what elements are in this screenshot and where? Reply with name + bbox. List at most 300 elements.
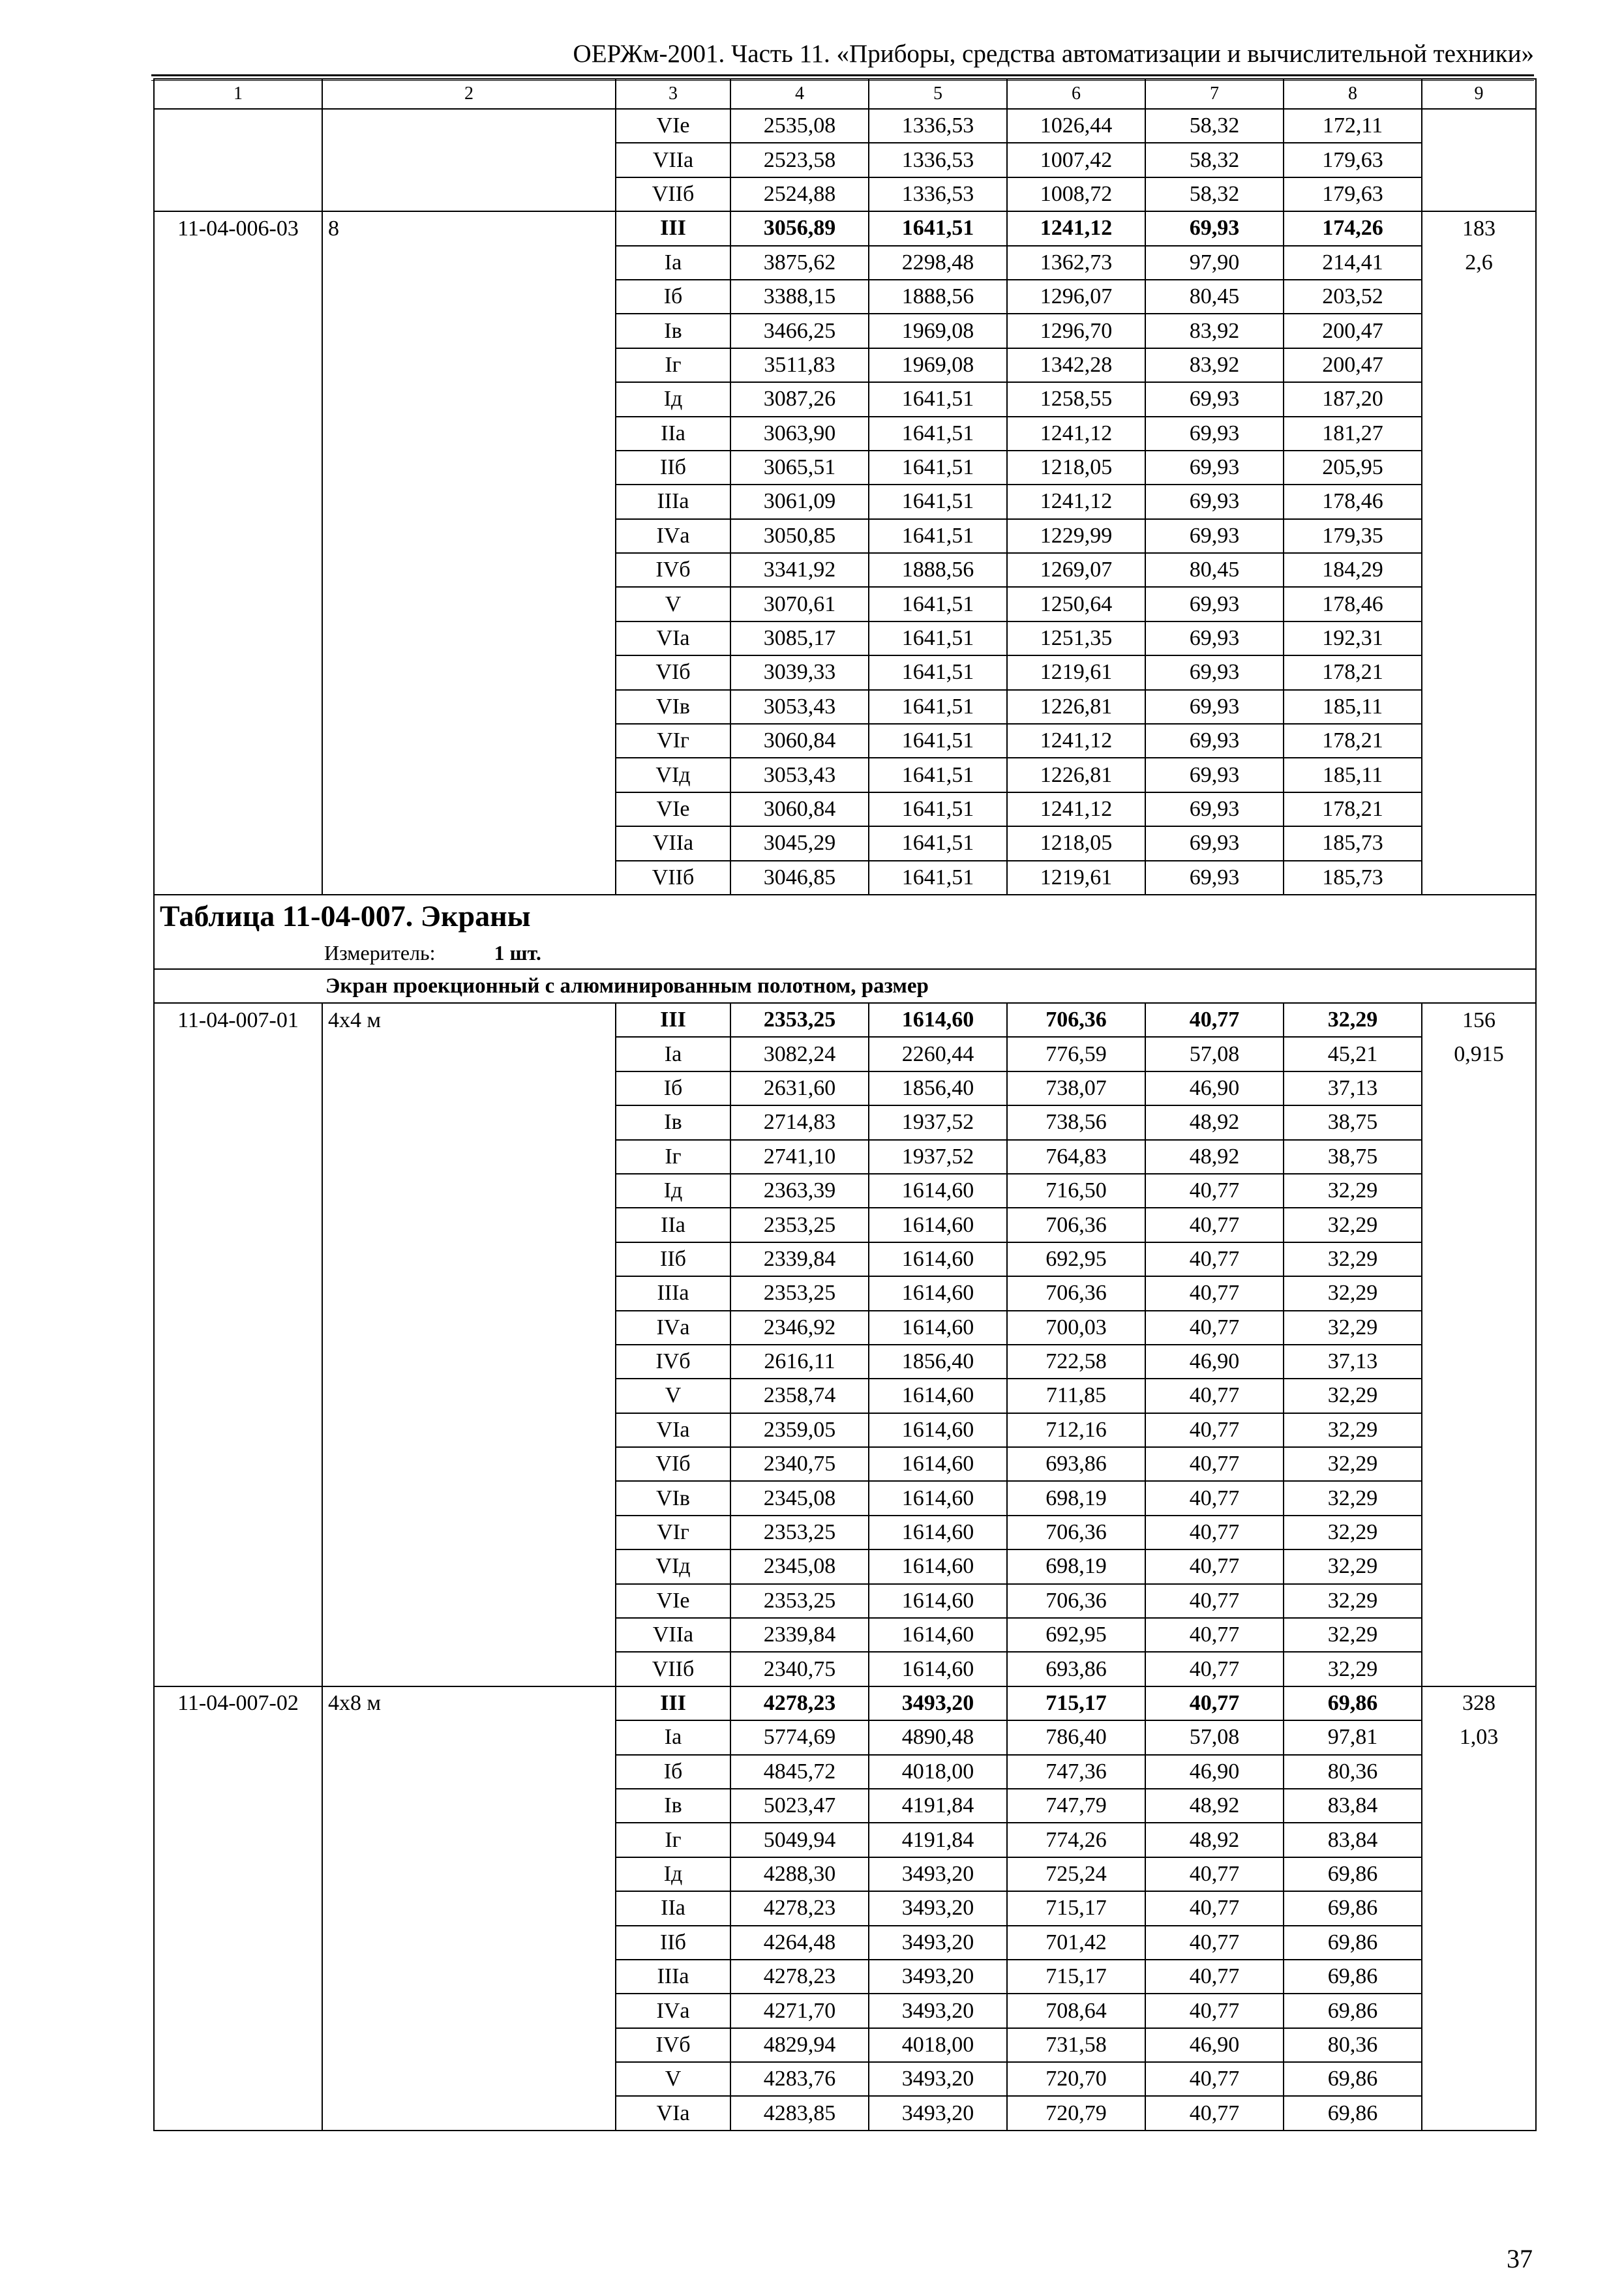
labor-cell	[1422, 314, 1536, 348]
rate-code	[154, 1652, 322, 1686]
labor-cell	[1422, 1071, 1536, 1105]
materials-cell: 32,29	[1284, 1516, 1422, 1549]
machines-cell: 1241,12	[1007, 417, 1145, 451]
total-cost-cell: 3466,25	[730, 314, 869, 348]
total-cost-cell: 2340,75	[730, 1652, 869, 1686]
zone-cell: VIе	[616, 109, 730, 143]
drivers-wages-cell: 69,93	[1145, 792, 1284, 826]
materials-cell: 174,26	[1284, 211, 1422, 245]
table-row	[154, 1447, 1536, 1481]
rate-code	[154, 1755, 322, 1789]
machines-cell: 1007,42	[1007, 143, 1145, 177]
size-cell	[322, 758, 616, 792]
size-cell	[322, 1174, 616, 1208]
wages-cell: 1937,52	[869, 1105, 1007, 1139]
labor-cell	[1422, 177, 1536, 211]
page-header	[151, 38, 1534, 76]
table-row	[154, 587, 1536, 621]
size-cell	[322, 1071, 616, 1105]
materials-cell: 185,73	[1284, 826, 1422, 860]
drivers-wages-cell: 69,93	[1145, 724, 1284, 758]
wages-cell: 1856,40	[869, 1345, 1007, 1379]
total-cost-cell: 3875,62	[730, 246, 869, 280]
rate-code	[154, 587, 322, 621]
labor-cell	[1422, 1960, 1536, 1994]
total-cost-cell: 2345,08	[730, 1481, 869, 1515]
rate-code	[154, 143, 322, 177]
labor-cell	[1422, 792, 1536, 826]
drivers-wages-cell: 40,77	[1145, 1311, 1284, 1345]
zone-cell: Iд	[616, 1857, 730, 1891]
drivers-wages-cell: 40,77	[1145, 1516, 1284, 1549]
total-cost-cell: 5774,69	[730, 1720, 869, 1754]
zone-cell: IVб	[616, 2028, 730, 2062]
machines-cell: 1218,05	[1007, 826, 1145, 860]
rate-code	[154, 724, 322, 758]
rate-code	[154, 280, 322, 314]
machines-cell: 725,24	[1007, 1857, 1145, 1891]
zone-cell: IIа	[616, 1208, 730, 1242]
machines-cell: 698,19	[1007, 1549, 1145, 1583]
rate-code	[154, 177, 322, 211]
materials-cell: 178,21	[1284, 724, 1422, 758]
size-cell: 4х4 м	[322, 1003, 616, 1037]
labor-cell	[1422, 553, 1536, 587]
machines-cell: 1258,55	[1007, 382, 1145, 416]
materials-cell: 179,63	[1284, 143, 1422, 177]
materials-cell: 69,86	[1284, 1857, 1422, 1891]
size-cell	[322, 690, 616, 724]
machines-cell: 1296,70	[1007, 314, 1145, 348]
column-number: 2	[322, 79, 616, 109]
materials-cell: 178,21	[1284, 792, 1422, 826]
materials-cell: 200,47	[1284, 314, 1422, 348]
rate-code	[154, 246, 322, 280]
labor-cell	[1422, 1105, 1536, 1139]
labor-cell	[1422, 1413, 1536, 1447]
measure-value: 1 шт.	[494, 940, 541, 965]
rate-code	[154, 2062, 322, 2096]
size-cell	[322, 1208, 616, 1242]
zone-cell: III	[616, 1003, 730, 1037]
rate-code	[154, 2096, 322, 2130]
machines-cell: 1229,99	[1007, 519, 1145, 553]
machines-cell: 764,83	[1007, 1140, 1145, 1174]
drivers-wages-cell: 46,90	[1145, 1345, 1284, 1379]
wages-cell: 1641,51	[869, 382, 1007, 416]
machines-cell: 693,86	[1007, 1652, 1145, 1686]
materials-cell: 97,81	[1284, 1720, 1422, 1754]
wages-cell: 1614,60	[869, 1276, 1007, 1310]
wages-cell: 3493,20	[869, 1960, 1007, 1994]
labor-cell	[1422, 2062, 1536, 2096]
size-cell	[322, 1140, 616, 1174]
labor-cell: 1,03	[1422, 1720, 1536, 1754]
materials-cell: 37,13	[1284, 1345, 1422, 1379]
table-row	[154, 621, 1536, 655]
total-cost-cell: 3341,92	[730, 553, 869, 587]
total-cost-cell: 3065,51	[730, 451, 869, 485]
total-cost-cell: 2339,84	[730, 1242, 869, 1276]
labor-cell: 2,6	[1422, 246, 1536, 280]
rate-code	[154, 1208, 322, 1242]
table-row	[154, 417, 1536, 451]
machines-cell: 786,40	[1007, 1720, 1145, 1754]
labor-cell	[1422, 1549, 1536, 1583]
drivers-wages-cell: 40,77	[1145, 1618, 1284, 1652]
wages-cell: 1641,51	[869, 451, 1007, 485]
machines-cell: 711,85	[1007, 1379, 1145, 1413]
table-row	[154, 1276, 1536, 1310]
size-cell	[322, 2028, 616, 2062]
size-cell	[322, 1516, 616, 1549]
wages-cell: 1641,51	[869, 621, 1007, 655]
size-cell	[322, 1857, 616, 1891]
labor-cell	[1422, 587, 1536, 621]
machines-cell: 715,17	[1007, 1686, 1145, 1720]
machines-cell: 774,26	[1007, 1823, 1145, 1857]
machines-cell: 706,36	[1007, 1003, 1145, 1037]
labor-cell	[1422, 1379, 1536, 1413]
rate-code	[154, 1481, 322, 1515]
zone-cell: IIб	[616, 1926, 730, 1960]
rate-code	[154, 1789, 322, 1823]
table-row	[154, 485, 1536, 518]
drivers-wages-cell: 40,77	[1145, 1994, 1284, 2027]
machines-cell: 1026,44	[1007, 109, 1145, 143]
materials-cell: 32,29	[1284, 1584, 1422, 1618]
machines-cell: 1226,81	[1007, 690, 1145, 724]
machines-cell: 1251,35	[1007, 621, 1145, 655]
total-cost-cell: 3511,83	[730, 348, 869, 382]
table-row	[154, 792, 1536, 826]
labor-cell	[1422, 485, 1536, 518]
zone-cell: III	[616, 1686, 730, 1720]
materials-cell: 83,84	[1284, 1789, 1422, 1823]
total-cost-cell: 3070,61	[730, 587, 869, 621]
machines-cell: 716,50	[1007, 1174, 1145, 1208]
wages-cell: 1641,51	[869, 758, 1007, 792]
materials-cell: 69,86	[1284, 1994, 1422, 2027]
total-cost-cell: 5049,94	[730, 1823, 869, 1857]
total-cost-cell: 4288,30	[730, 1857, 869, 1891]
rate-code	[154, 109, 322, 143]
wages-cell: 1614,60	[869, 1447, 1007, 1481]
table-row	[154, 1481, 1536, 1515]
column-number: 7	[1145, 79, 1284, 109]
zone-cell: IVб	[616, 1345, 730, 1379]
materials-cell: 214,41	[1284, 246, 1422, 280]
total-cost-cell: 3050,85	[730, 519, 869, 553]
labor-cell	[1422, 1926, 1536, 1960]
rate-code	[154, 655, 322, 689]
labor-cell	[1422, 1276, 1536, 1310]
drivers-wages-cell: 58,32	[1145, 177, 1284, 211]
labor-cell	[1422, 826, 1536, 860]
table-row	[154, 1105, 1536, 1139]
zone-cell: VIе	[616, 792, 730, 826]
table-row	[154, 1652, 1536, 1686]
table-row	[154, 1584, 1536, 1618]
wages-cell: 1614,60	[869, 1242, 1007, 1276]
section-title-row	[154, 969, 1536, 1003]
zone-cell: Iа	[616, 1037, 730, 1071]
total-cost-cell: 2353,25	[730, 1276, 869, 1310]
size-cell	[322, 2096, 616, 2130]
total-cost-cell: 2353,25	[730, 1516, 869, 1549]
wages-cell: 2298,48	[869, 246, 1007, 280]
zone-cell: VIб	[616, 1447, 730, 1481]
table-row	[154, 1037, 1536, 1071]
drivers-wages-cell: 57,08	[1145, 1037, 1284, 1071]
drivers-wages-cell: 69,93	[1145, 451, 1284, 485]
zone-cell: Iа	[616, 1720, 730, 1754]
wages-cell: 1641,51	[869, 587, 1007, 621]
total-cost-cell: 4829,94	[730, 2028, 869, 2062]
drivers-wages-cell: 97,90	[1145, 246, 1284, 280]
wages-cell: 3493,20	[869, 1686, 1007, 1720]
table-row	[154, 758, 1536, 792]
labor-cell	[1422, 1208, 1536, 1242]
rate-code	[154, 1720, 322, 1754]
zone-cell: VIв	[616, 690, 730, 724]
total-cost-cell: 4845,72	[730, 1755, 869, 1789]
total-cost-cell: 2523,58	[730, 143, 869, 177]
rate-code	[154, 1276, 322, 1310]
labor-cell	[1422, 451, 1536, 485]
materials-cell: 32,29	[1284, 1242, 1422, 1276]
table-row	[154, 553, 1536, 587]
total-cost-cell: 2535,08	[730, 109, 869, 143]
drivers-wages-cell: 46,90	[1145, 2028, 1284, 2062]
zone-cell: VIIа	[616, 1618, 730, 1652]
wages-cell: 3493,20	[869, 1994, 1007, 2027]
zone-cell: IVб	[616, 553, 730, 587]
zone-cell: VIIб	[616, 1652, 730, 1686]
total-cost-cell: 4283,85	[730, 2096, 869, 2130]
wages-cell: 1888,56	[869, 280, 1007, 314]
wages-cell: 3493,20	[869, 1857, 1007, 1891]
wages-cell: 4018,00	[869, 2028, 1007, 2062]
rate-code	[154, 826, 322, 860]
drivers-wages-cell: 69,93	[1145, 382, 1284, 416]
machines-cell: 1296,07	[1007, 280, 1145, 314]
rate-code: 11-04-007-02	[154, 1686, 322, 1720]
materials-cell: 80,36	[1284, 1755, 1422, 1789]
wages-cell: 1614,60	[869, 1652, 1007, 1686]
wages-cell: 1888,56	[869, 553, 1007, 587]
total-cost-cell: 2631,60	[730, 1071, 869, 1105]
rate-code	[154, 1857, 322, 1891]
materials-cell: 187,20	[1284, 382, 1422, 416]
zone-cell: Iв	[616, 314, 730, 348]
machines-cell: 692,95	[1007, 1242, 1145, 1276]
total-cost-cell: 2353,25	[730, 1584, 869, 1618]
zone-cell: Iб	[616, 280, 730, 314]
wages-cell: 3493,20	[869, 2096, 1007, 2130]
labor-cell	[1422, 280, 1536, 314]
machines-cell: 1241,12	[1007, 724, 1145, 758]
machines-cell: 708,64	[1007, 1994, 1145, 2027]
size-cell	[322, 1960, 616, 1994]
rate-code	[154, 1823, 322, 1857]
labor-cell	[1422, 1755, 1536, 1789]
total-cost-cell: 3039,33	[730, 655, 869, 689]
materials-cell: 69,86	[1284, 1891, 1422, 1925]
total-cost-cell: 3082,24	[730, 1037, 869, 1071]
table-row	[154, 177, 1536, 211]
zone-cell: IIб	[616, 451, 730, 485]
wages-cell: 1969,08	[869, 314, 1007, 348]
size-cell	[322, 792, 616, 826]
labor-cell	[1422, 1481, 1536, 1515]
size-cell	[322, 417, 616, 451]
materials-cell: 32,29	[1284, 1447, 1422, 1481]
labor-cell	[1422, 1789, 1536, 1823]
wages-cell: 1336,53	[869, 143, 1007, 177]
size-cell	[322, 143, 616, 177]
size-cell	[322, 1891, 616, 1925]
materials-cell: 32,29	[1284, 1379, 1422, 1413]
zone-cell: Iд	[616, 1174, 730, 1208]
size-cell	[322, 348, 616, 382]
zone-cell: Iв	[616, 1789, 730, 1823]
table-row	[154, 1891, 1536, 1925]
rate-code	[154, 1174, 322, 1208]
machines-cell: 776,59	[1007, 1037, 1145, 1071]
rate-code	[154, 1071, 322, 1105]
rate-code	[154, 348, 322, 382]
materials-cell: 69,86	[1284, 1686, 1422, 1720]
rate-code	[154, 451, 322, 485]
rate-code	[154, 314, 322, 348]
wages-cell: 1614,60	[869, 1311, 1007, 1345]
drivers-wages-cell: 40,77	[1145, 1652, 1284, 1686]
column-number: 1	[154, 79, 322, 109]
wages-cell: 1969,08	[869, 348, 1007, 382]
table-row	[154, 826, 1536, 860]
zone-cell: VIа	[616, 1413, 730, 1447]
column-number-row	[154, 79, 1536, 109]
size-cell	[322, 451, 616, 485]
wages-cell: 1614,60	[869, 1516, 1007, 1549]
labor-cell	[1422, 417, 1536, 451]
drivers-wages-cell: 40,77	[1145, 1481, 1284, 1515]
materials-cell: 32,29	[1284, 1481, 1422, 1515]
wages-cell: 1614,60	[869, 1413, 1007, 1447]
size-cell	[322, 177, 616, 211]
drivers-wages-cell: 83,92	[1145, 348, 1284, 382]
materials-cell: 172,11	[1284, 109, 1422, 143]
table-row	[154, 1857, 1536, 1891]
drivers-wages-cell: 58,32	[1145, 143, 1284, 177]
zone-cell: V	[616, 2062, 730, 2096]
rate-code	[154, 1140, 322, 1174]
size-cell	[322, 1549, 616, 1583]
labor-cell: 328	[1422, 1686, 1536, 1720]
labor-cell	[1422, 758, 1536, 792]
labor-cell	[1422, 2096, 1536, 2130]
wages-cell: 1641,51	[869, 724, 1007, 758]
machines-cell: 1226,81	[1007, 758, 1145, 792]
total-cost-cell: 4278,23	[730, 1960, 869, 1994]
labor-cell	[1422, 1652, 1536, 1686]
measure-line-row	[154, 937, 1536, 969]
drivers-wages-cell: 69,93	[1145, 621, 1284, 655]
drivers-wages-cell: 40,77	[1145, 1891, 1284, 1925]
size-cell	[322, 1994, 616, 2027]
table-row	[154, 1413, 1536, 1447]
page-number: 37	[1507, 2244, 1533, 2273]
table-row	[154, 1311, 1536, 1345]
table-body	[154, 79, 1536, 2131]
rate-code	[154, 417, 322, 451]
labor-cell	[1422, 1174, 1536, 1208]
materials-cell: 181,27	[1284, 417, 1422, 451]
size-cell	[322, 1823, 616, 1857]
size-cell: 4х8 м	[322, 1686, 616, 1720]
materials-cell: 80,36	[1284, 2028, 1422, 2062]
table-row	[154, 1140, 1536, 1174]
materials-cell: 178,46	[1284, 587, 1422, 621]
zone-cell: VIа	[616, 621, 730, 655]
total-cost-cell: 3063,90	[730, 417, 869, 451]
table-row	[154, 1960, 1536, 1994]
zone-cell: IVа	[616, 519, 730, 553]
table-row	[154, 1994, 1536, 2027]
drivers-wages-cell: 48,92	[1145, 1823, 1284, 1857]
machines-cell: 738,07	[1007, 1071, 1145, 1105]
rate-code	[154, 792, 322, 826]
size-cell	[322, 246, 616, 280]
rate-code	[154, 690, 322, 724]
machines-cell: 1241,12	[1007, 792, 1145, 826]
total-cost-cell: 2358,74	[730, 1379, 869, 1413]
materials-cell: 32,29	[1284, 1652, 1422, 1686]
table-row	[154, 211, 1536, 245]
drivers-wages-cell: 40,77	[1145, 1584, 1284, 1618]
total-cost-cell: 4264,48	[730, 1926, 869, 1960]
size-cell	[322, 1276, 616, 1310]
wages-cell: 4018,00	[869, 1755, 1007, 1789]
zone-cell: VIа	[616, 2096, 730, 2130]
machines-cell: 1218,05	[1007, 451, 1145, 485]
rate-code	[154, 2028, 322, 2062]
size-cell	[322, 1755, 616, 1789]
zone-cell: V	[616, 587, 730, 621]
labor-cell	[1422, 109, 1536, 143]
machines-cell: 720,79	[1007, 2096, 1145, 2130]
rate-code	[154, 1447, 322, 1481]
materials-cell: 69,86	[1284, 2096, 1422, 2130]
total-cost-cell: 5023,47	[730, 1789, 869, 1823]
total-cost-cell: 2340,75	[730, 1447, 869, 1481]
materials-cell: 37,13	[1284, 1071, 1422, 1105]
table-row	[154, 1003, 1536, 1037]
machines-cell: 1269,07	[1007, 553, 1145, 587]
total-cost-cell: 3060,84	[730, 724, 869, 758]
total-cost-cell: 3053,43	[730, 758, 869, 792]
labor-cell	[1422, 861, 1536, 895]
table-row	[154, 1379, 1536, 1413]
wages-cell: 3493,20	[869, 2062, 1007, 2096]
machines-cell: 706,36	[1007, 1276, 1145, 1310]
machines-cell: 1241,12	[1007, 485, 1145, 518]
measure-line	[154, 937, 1536, 969]
wages-cell: 1641,51	[869, 826, 1007, 860]
column-number: 4	[730, 79, 869, 109]
rate-code	[154, 485, 322, 518]
